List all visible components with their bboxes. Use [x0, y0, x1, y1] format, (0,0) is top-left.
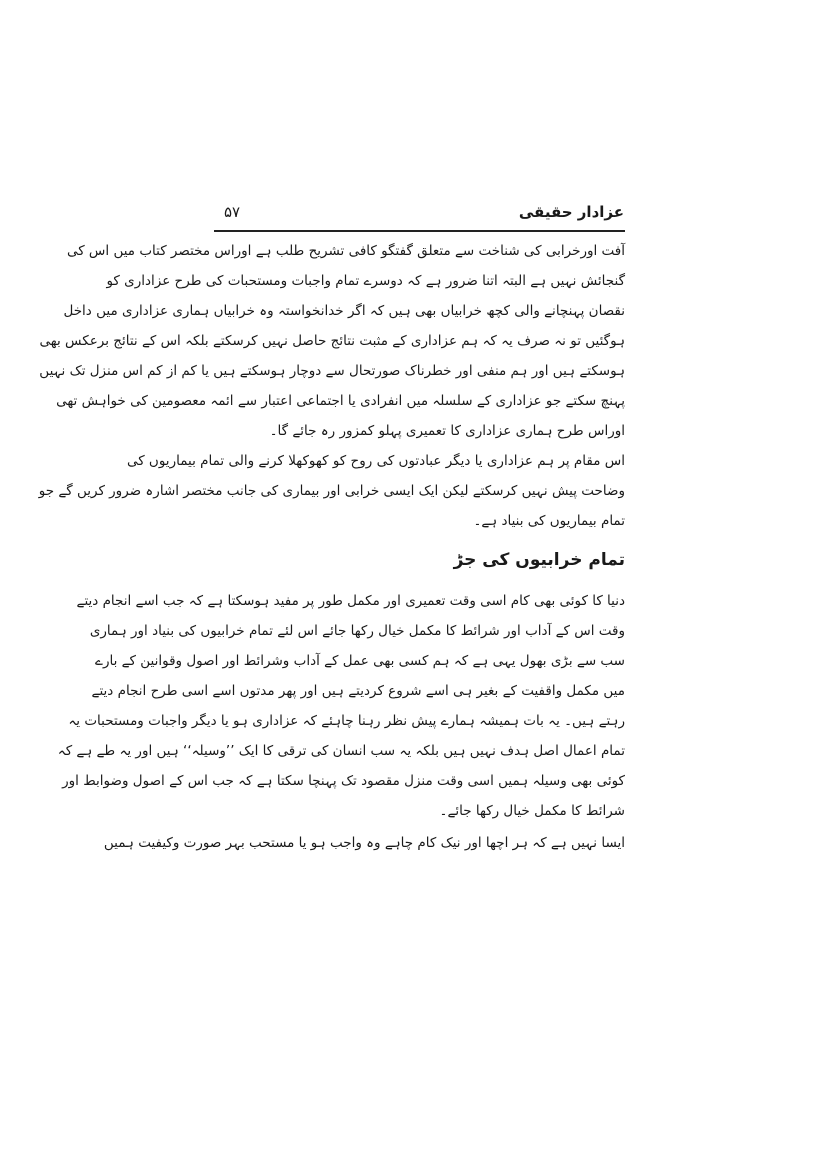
- paragraph-line: رہتے ہیں۔ یہ بات ہمیشہ ہمارے پیش نظر رہنا چاہئے کہ عزاداری ہو یا دیگر واجبات ومستحبات یہ: [68, 713, 625, 729]
- paragraph-line: دنیا کا کوئی بھی کام اسی وقت تعمیری اور مکمل طور پر مفید ہوسکتا ہے کہ جب اسے انجام دیتے: [76, 593, 625, 609]
- paragraph-line: اس مقام پر ہم عزاداری یا دیگر عبادتوں کی روح کو کھوکھلا کرنے والی تمام بیماریوں کی: [126, 453, 625, 469]
- header-divider: [214, 230, 625, 232]
- page-header: [214, 198, 624, 228]
- page-number: ۵۷: [224, 203, 241, 221]
- paragraph-line: گنجائش نہیں ہے البتہ اتنا ضرور ہے کہ دوسرے تمام واجبات ومستحبات کی طرح عزاداری کو: [106, 273, 625, 289]
- paragraph-line: نقصان پہنچانے والی کچھ خرابیاں بھی ہیں کہ اگر خدانخواستہ وہ خرابیاں ہماری عزاداری میں داخل: [63, 303, 625, 319]
- paragraph-line: شرائط کا مکمل خیال رکھا جائے۔: [439, 803, 625, 819]
- paragraph-line: تمام اعمال اصل ہدف نہیں ہیں بلکہ یہ سب انسان کی ترقی کا ایک ’’وسیلہ‘‘ ہیں اور یہ طے ہے کہ: [57, 743, 625, 759]
- paragraph-line: پہنچ سکتے جو عزاداری کے سلسلہ میں انفرادی یا اجتماعی اعتبار سے ائمہ معصومین کی خواہش تھی: [56, 393, 625, 409]
- paragraph-line: سب سے بڑی بھول یہی ہے کہ ہم کسی بھی عمل کے آداب وشرائط اور اصول وقوانین کے بارے: [95, 653, 625, 669]
- paragraph-line: تمام بیماریوں کی بنیاد ہے۔: [473, 513, 625, 529]
- paragraph-line: اوراس طرح ہماری عزاداری کا تعمیری پہلو کمزور رہ جائے گا۔: [269, 423, 625, 439]
- section-heading: تمام خرابیوں کی جڑ: [453, 550, 625, 570]
- paragraph-line: ہوسکتے ہیں اور ہم منفی اور خطرناک صورتحال سے دوچار ہوسکتے ہیں یا کم از کم اس منزل تک نہیں: [39, 363, 625, 379]
- book-title: عزادار حقیقی: [518, 203, 624, 221]
- paragraph-line: وقت اس کے آداب اور شرائط کا مکمل خیال رکھا جائے اس لئے تمام خرابیوں کی بنیاد اور ہماری: [89, 623, 625, 639]
- paragraph-line: کوئی بھی وسیلہ ہمیں اسی وقت منزل مقصود تک پہنچا سکتا ہے کہ جب اس کے اصول وضوابط اور: [62, 773, 625, 789]
- paragraph-line: وضاحت پیش نہیں کرسکتے لیکن ایک ایسی خرابی اور بیماری کی جانب مختصر اشارہ ضرور کریں گے جو: [38, 483, 625, 499]
- paragraph-line: ایسا نہیں ہے کہ ہر اچھا اور نیک کام چاہے وہ واجب ہو یا مستحب بہر صورت وکیفیت ہمیں: [103, 835, 625, 851]
- paragraph-line: میں مکمل واقفیت کے بغیر ہی اسے شروع کردیتے ہیں اور پھر مدتوں اسے اسی طرح انجام دیتے: [91, 683, 625, 699]
- paragraph-line: ہوگئیں تو نہ صرف یہ کہ ہم عزاداری کے مثبت نتائج حاصل نہیں کرسکتے بلکہ اس کے نتائج برعکس بھی: [39, 333, 625, 349]
- paragraph-line: آفت اورخرابی کی شناخت سے متعلق گفتگو کافی تشریح طلب ہے اوراس مختصر کتاب میں اس کی: [66, 243, 625, 259]
